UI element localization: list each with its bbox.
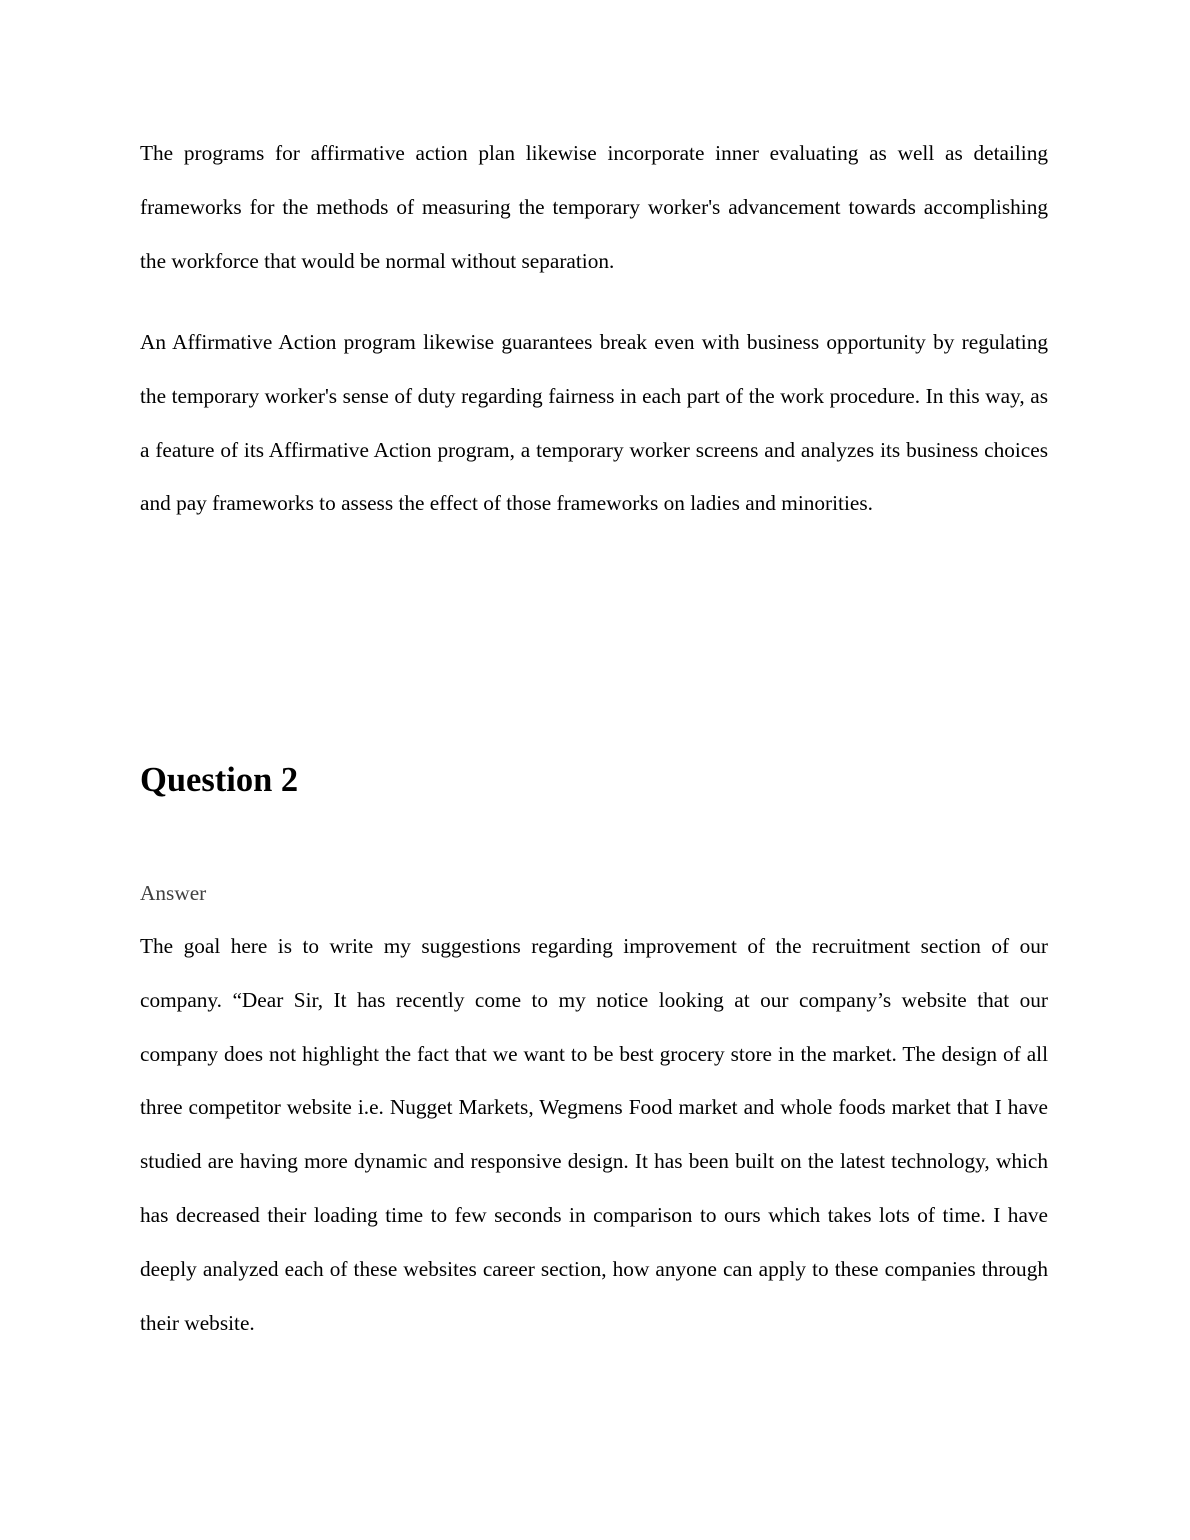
answer-subheading: Answer — [140, 881, 207, 905]
section-heading: Question 2 — [140, 761, 299, 799]
answer-paragraph: The goal here is to write my suggestions regarding improvement of the recruitment section of our company. “Dear Sir, It has recently come to my notice looking at our company’s website that our company does not highlight the fact that we want to be best grocery store in the market. The design of all three competitor website i.e. Nugget Markets, Wegmens Food market and whole foods market that I have studied are having more dynamic and responsive design. It has been built on the latest technology, which has decreased their loading time to few seconds in comparison to ours which takes lots of time. I have deeply analyzed each of these websites career section, how anyone can apply to these companies through their website. — [140, 934, 1048, 1335]
body-paragraph-affirmative-plan: The programs for affirmative action plan likewise incorporate inner evaluating as well as detailing frameworks for the methods of measuring the temporary worker's advancement towards accomplishing the workforce that would be normal without separation. — [140, 141, 1048, 273]
body-paragraph-affirmative-program: An Affirmative Action program likewise guarantees break even with business opportunity by regulating the temporary worker's sense of duty regarding fairness in each part of the work procedure. In this way, as a feature of its Affirmative Action program, a temporary worker screens and analyzes its business choices and pay frameworks to assess the effect of those frameworks on ladies and minorities. — [140, 330, 1048, 516]
